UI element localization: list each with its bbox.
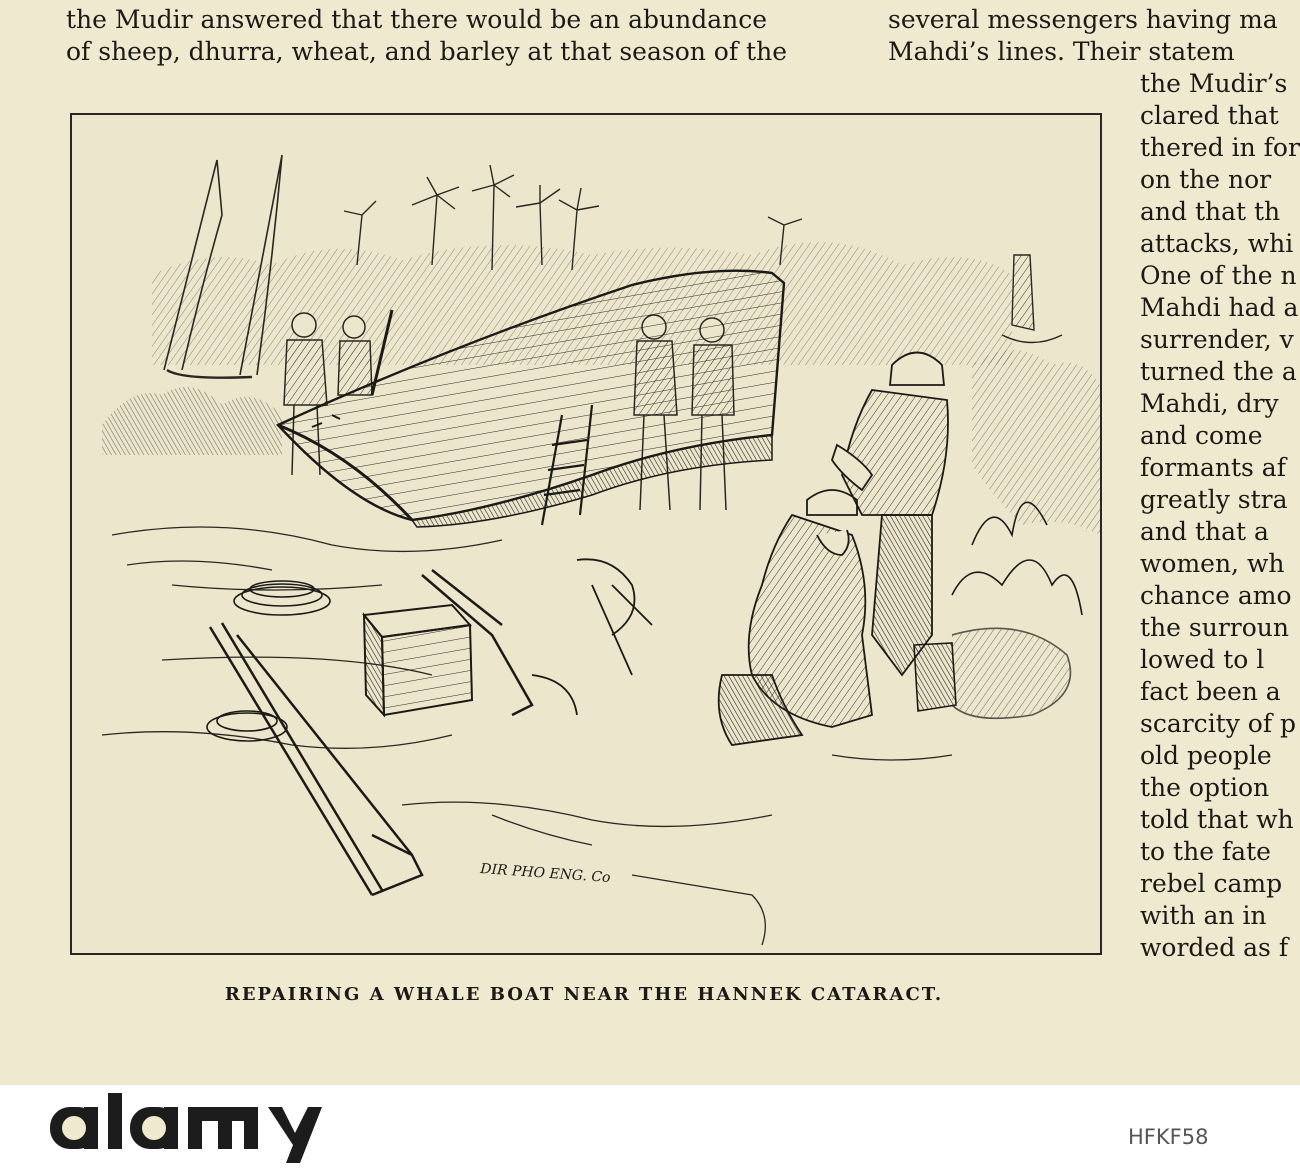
text-line: to the fate bbox=[1140, 837, 1271, 866]
text-line: worded as f bbox=[1140, 933, 1289, 962]
text-line: of sheep, dhurra, wheat, and barley at that season of the bbox=[66, 37, 787, 66]
engraving-illustration bbox=[70, 113, 1102, 955]
text-line: told that wh bbox=[1140, 805, 1294, 834]
text-line: the option bbox=[1140, 773, 1270, 802]
text-line: lowed to l bbox=[1140, 645, 1265, 674]
text-line: thered in for bbox=[1140, 133, 1300, 162]
tools-on-ground bbox=[532, 559, 652, 715]
text-line: surrender, v bbox=[1140, 325, 1294, 354]
text-line: One of the n bbox=[1140, 261, 1297, 290]
text-line: the surroun bbox=[1140, 613, 1289, 642]
coiled-rope bbox=[207, 581, 330, 741]
text-line: rebel camp bbox=[1140, 869, 1283, 898]
text-line: and that th bbox=[1140, 197, 1281, 226]
text-line: turned the a bbox=[1140, 357, 1297, 386]
text-line: the Mudir’s bbox=[1140, 69, 1288, 98]
text-line: scarcity of p bbox=[1140, 709, 1297, 738]
text-line: Mahdi’s lines. Their statem bbox=[888, 37, 1235, 66]
text-line: chance amo bbox=[1140, 581, 1292, 610]
text-line: with an in bbox=[1140, 901, 1267, 930]
left-figures-group bbox=[102, 387, 282, 455]
text-line: greatly stra bbox=[1140, 485, 1288, 514]
text-line: on the nor bbox=[1140, 165, 1272, 194]
engraving-drawing bbox=[72, 115, 1100, 953]
text-line: fact been a bbox=[1140, 677, 1281, 706]
text-line: attacks, whi bbox=[1140, 229, 1294, 258]
text-line: clared that bbox=[1140, 101, 1279, 130]
left-column-text bbox=[66, 0, 856, 68]
engraver-mark: DIR PHO ENG. Co bbox=[479, 861, 612, 887]
text-line: Mahdi had a bbox=[1140, 293, 1299, 322]
text-line: several messengers having ma bbox=[888, 5, 1278, 34]
wooden-crate bbox=[364, 605, 472, 715]
anvil-fire bbox=[914, 502, 1082, 718]
text-line: formants af bbox=[1140, 453, 1286, 482]
kneeling-soldier bbox=[719, 490, 872, 745]
text-line: women, wh bbox=[1140, 549, 1285, 578]
text-line: Mahdi, dry bbox=[1140, 389, 1279, 418]
text-line: the Mudir answered that there would be an abundance bbox=[66, 5, 768, 34]
text-line: and that a bbox=[1140, 517, 1269, 546]
brush-right bbox=[972, 350, 1100, 535]
alamy-logo bbox=[0, 1085, 1300, 1172]
illustration-caption: REPAIRING A WHALE BOAT NEAR THE HANNEK CATARACT. bbox=[224, 984, 944, 1005]
text-line: and come bbox=[1140, 421, 1263, 450]
image-id: HFKF58 bbox=[1128, 1125, 1209, 1149]
text-line: old people bbox=[1140, 741, 1272, 770]
